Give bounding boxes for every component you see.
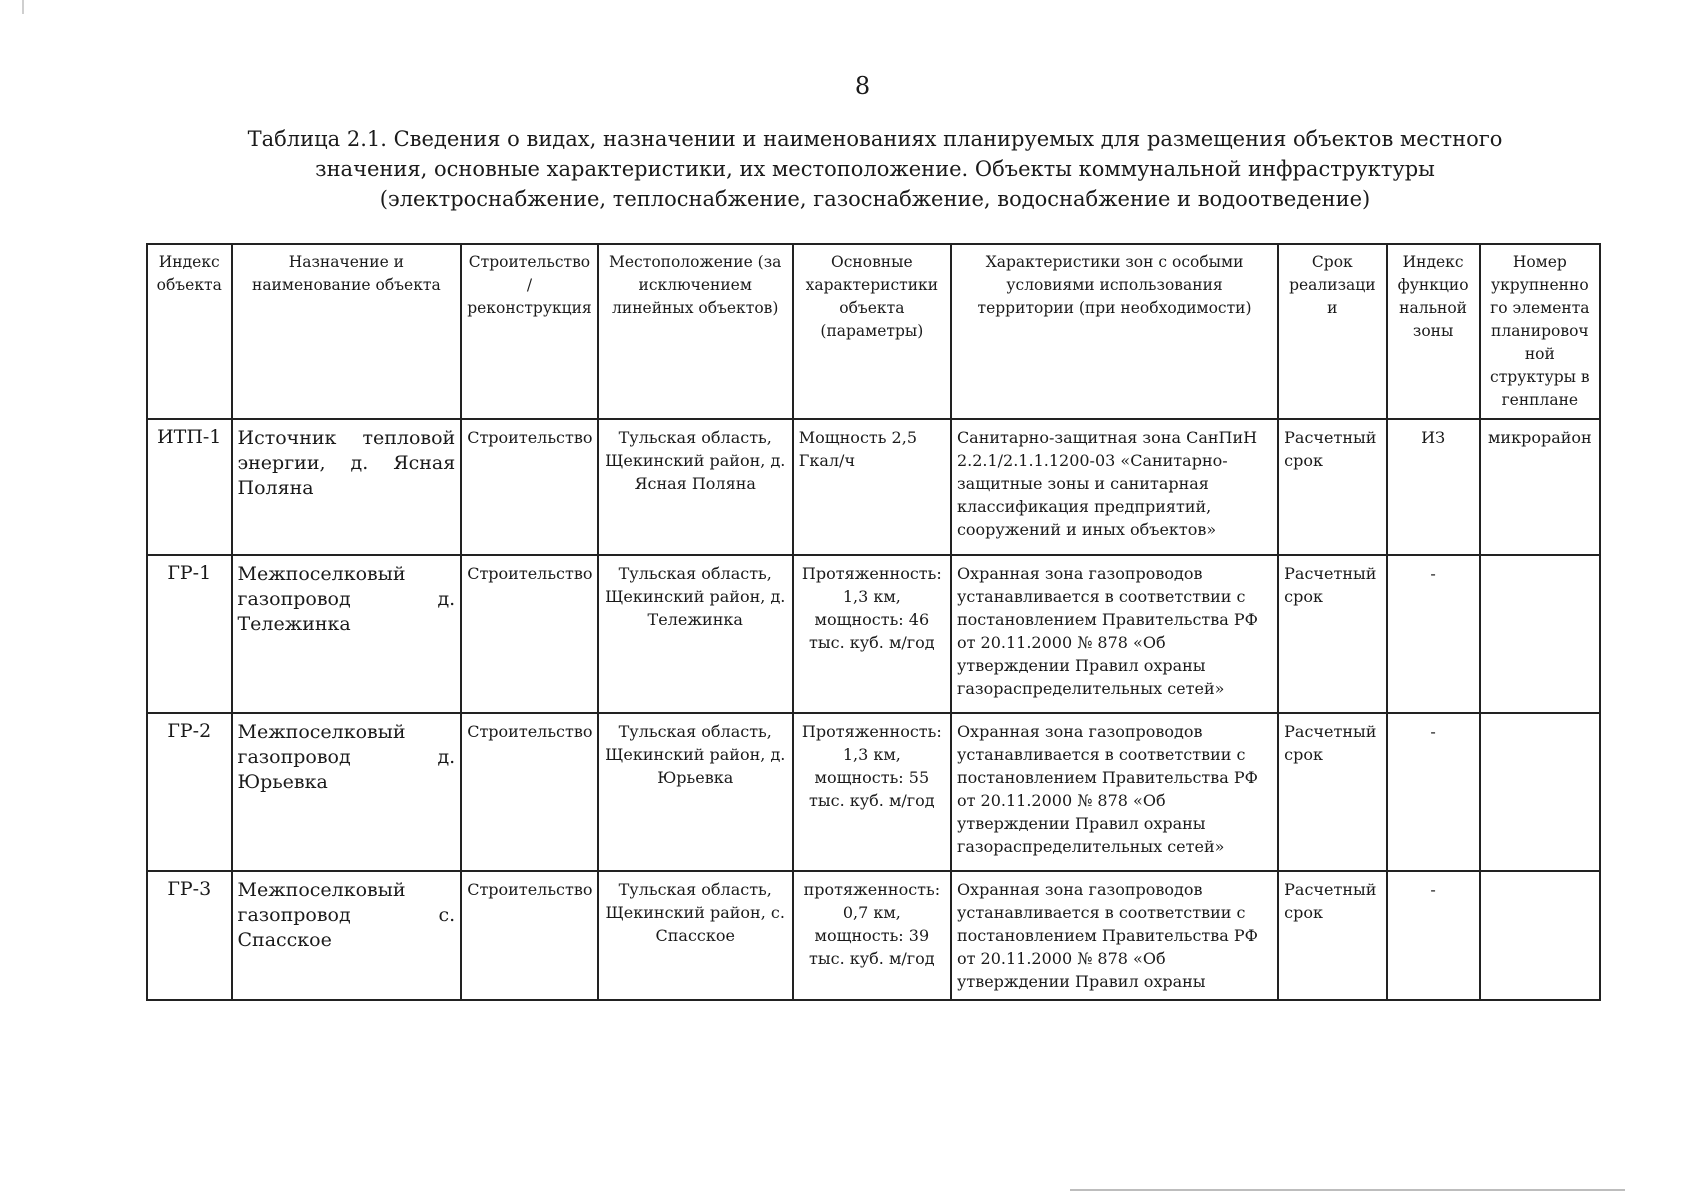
header-term: Срок реализаци и bbox=[1278, 244, 1386, 419]
table-row bbox=[147, 871, 1600, 1000]
cell-location: Тульская область, Щекинский район, д. Юрьевка bbox=[598, 713, 793, 871]
header-name: Назначение и наименование объекта bbox=[232, 244, 462, 419]
cell-term: Расчетный срок bbox=[1278, 713, 1386, 871]
header-functional-zone: Индекс функцио нальной зоны bbox=[1387, 244, 1480, 419]
scan-artifact-line bbox=[1070, 1189, 1625, 1191]
cell-build: Строительство bbox=[461, 871, 598, 1000]
cell-location: Тульская область, Щекинский район, д. Ясная Поляна bbox=[598, 419, 793, 555]
table-row bbox=[147, 555, 1600, 713]
header-build: Строительство / реконструкция bbox=[461, 244, 598, 419]
cell-element-number bbox=[1480, 713, 1600, 871]
cell-element-number: микрорайон bbox=[1480, 419, 1600, 555]
cell-term: Расчетный срок bbox=[1278, 871, 1386, 1000]
cell-location: Тульская область, Щекинский район, д. Тележинка bbox=[598, 555, 793, 713]
cell-build: Строительство bbox=[461, 419, 598, 555]
cell-index: ГР-3 bbox=[147, 871, 232, 1000]
cell-zone: Охранная зона газопроводов устанавливается в соответствии с постановлением Правительства РФ от 20.11.2000 № 878 «Об утверждении Правил охраны bbox=[951, 871, 1278, 1000]
cell-functional-zone: ИЗ bbox=[1387, 419, 1480, 555]
cell-zone: Охранная зона газопроводов устанавливается в соответствии с постановлением Правительства РФ от 20.11.2000 № 878 «Об утверждении Правил охраны газораспределительных сетей» bbox=[951, 555, 1278, 713]
cell-zone: Охранная зона газопроводов устанавливается в соответствии с постановлением Правительства РФ от 20.11.2000 № 878 «Об утверждении Правил охраны газораспределительных сетей» bbox=[951, 713, 1278, 871]
table-header-row bbox=[147, 244, 1600, 419]
cell-term: Расчетный срок bbox=[1278, 419, 1386, 555]
objects-table bbox=[146, 243, 1601, 1001]
cell-functional-zone: - bbox=[1387, 713, 1480, 871]
cell-params: Мощность 2,5 Гкал/ч bbox=[793, 419, 951, 555]
table-row bbox=[147, 713, 1600, 871]
page-number: 8 bbox=[854, 72, 871, 100]
header-zone: Характеристики зон с особыми условиями использования территории (при необходимости) bbox=[951, 244, 1278, 419]
cell-zone: Санитарно-защитная зона СанПиН 2.2.1/2.1.1.1200-03 «Санитарно-защитные зоны и санитарная классификация предприятий, сооружений и иных объектов» bbox=[951, 419, 1278, 555]
header-location: Местоположение (за исключением линейных объектов) bbox=[598, 244, 793, 419]
cell-functional-zone: - bbox=[1387, 871, 1480, 1000]
cell-params: Протяженность: 1,3 км, мощность: 55 тыс. куб. м/год bbox=[793, 713, 951, 871]
cell-index: ГР-2 bbox=[147, 713, 232, 871]
table-row bbox=[147, 419, 1600, 555]
cell-name: Межпоселковый газопровод с. Спасское bbox=[232, 871, 462, 1000]
cell-build: Строительство bbox=[461, 555, 598, 713]
cell-build: Строительство bbox=[461, 713, 598, 871]
header-params: Основные характеристики объекта (параметры) bbox=[793, 244, 951, 419]
table-caption: Таблица 2.1. Сведения о видах, назначении и наименованиях планируемых для размещения объектов местного значения, основные характеристики, их местоположение. Объекты коммунальной инфраструктуры (электроснабжение, теплоснабжение, газоснабжение, водоснабжение и водоотведение) bbox=[247, 127, 1503, 211]
cell-functional-zone: - bbox=[1387, 555, 1480, 713]
scan-artifact-tick bbox=[22, 0, 24, 14]
cell-name: Источник тепловой энергии, д. Ясная Поляна bbox=[232, 419, 462, 555]
cell-term: Расчетный срок bbox=[1278, 555, 1386, 713]
cell-element-number bbox=[1480, 555, 1600, 713]
cell-location: Тульская область, Щекинский район, с. Спасское bbox=[598, 871, 793, 1000]
cell-name: Межпоселковый газопровод д. Тележинка bbox=[232, 555, 462, 713]
cell-element-number bbox=[1480, 871, 1600, 1000]
cell-index: ИТП-1 bbox=[147, 419, 232, 555]
cell-params: Протяженность: 1,3 км, мощность: 46 тыс. куб. м/год bbox=[793, 555, 951, 713]
cell-params: протяженность: 0,7 км, мощность: 39 тыс. куб. м/год bbox=[793, 871, 951, 1000]
cell-index: ГР-1 bbox=[147, 555, 232, 713]
header-element-number: Номер укрупненно го элемента планировоч ной структуры в генплане bbox=[1480, 244, 1600, 419]
cell-name: Межпоселковый газопровод д. Юрьевка bbox=[232, 713, 462, 871]
header-index: Индекс объекта bbox=[147, 244, 232, 419]
